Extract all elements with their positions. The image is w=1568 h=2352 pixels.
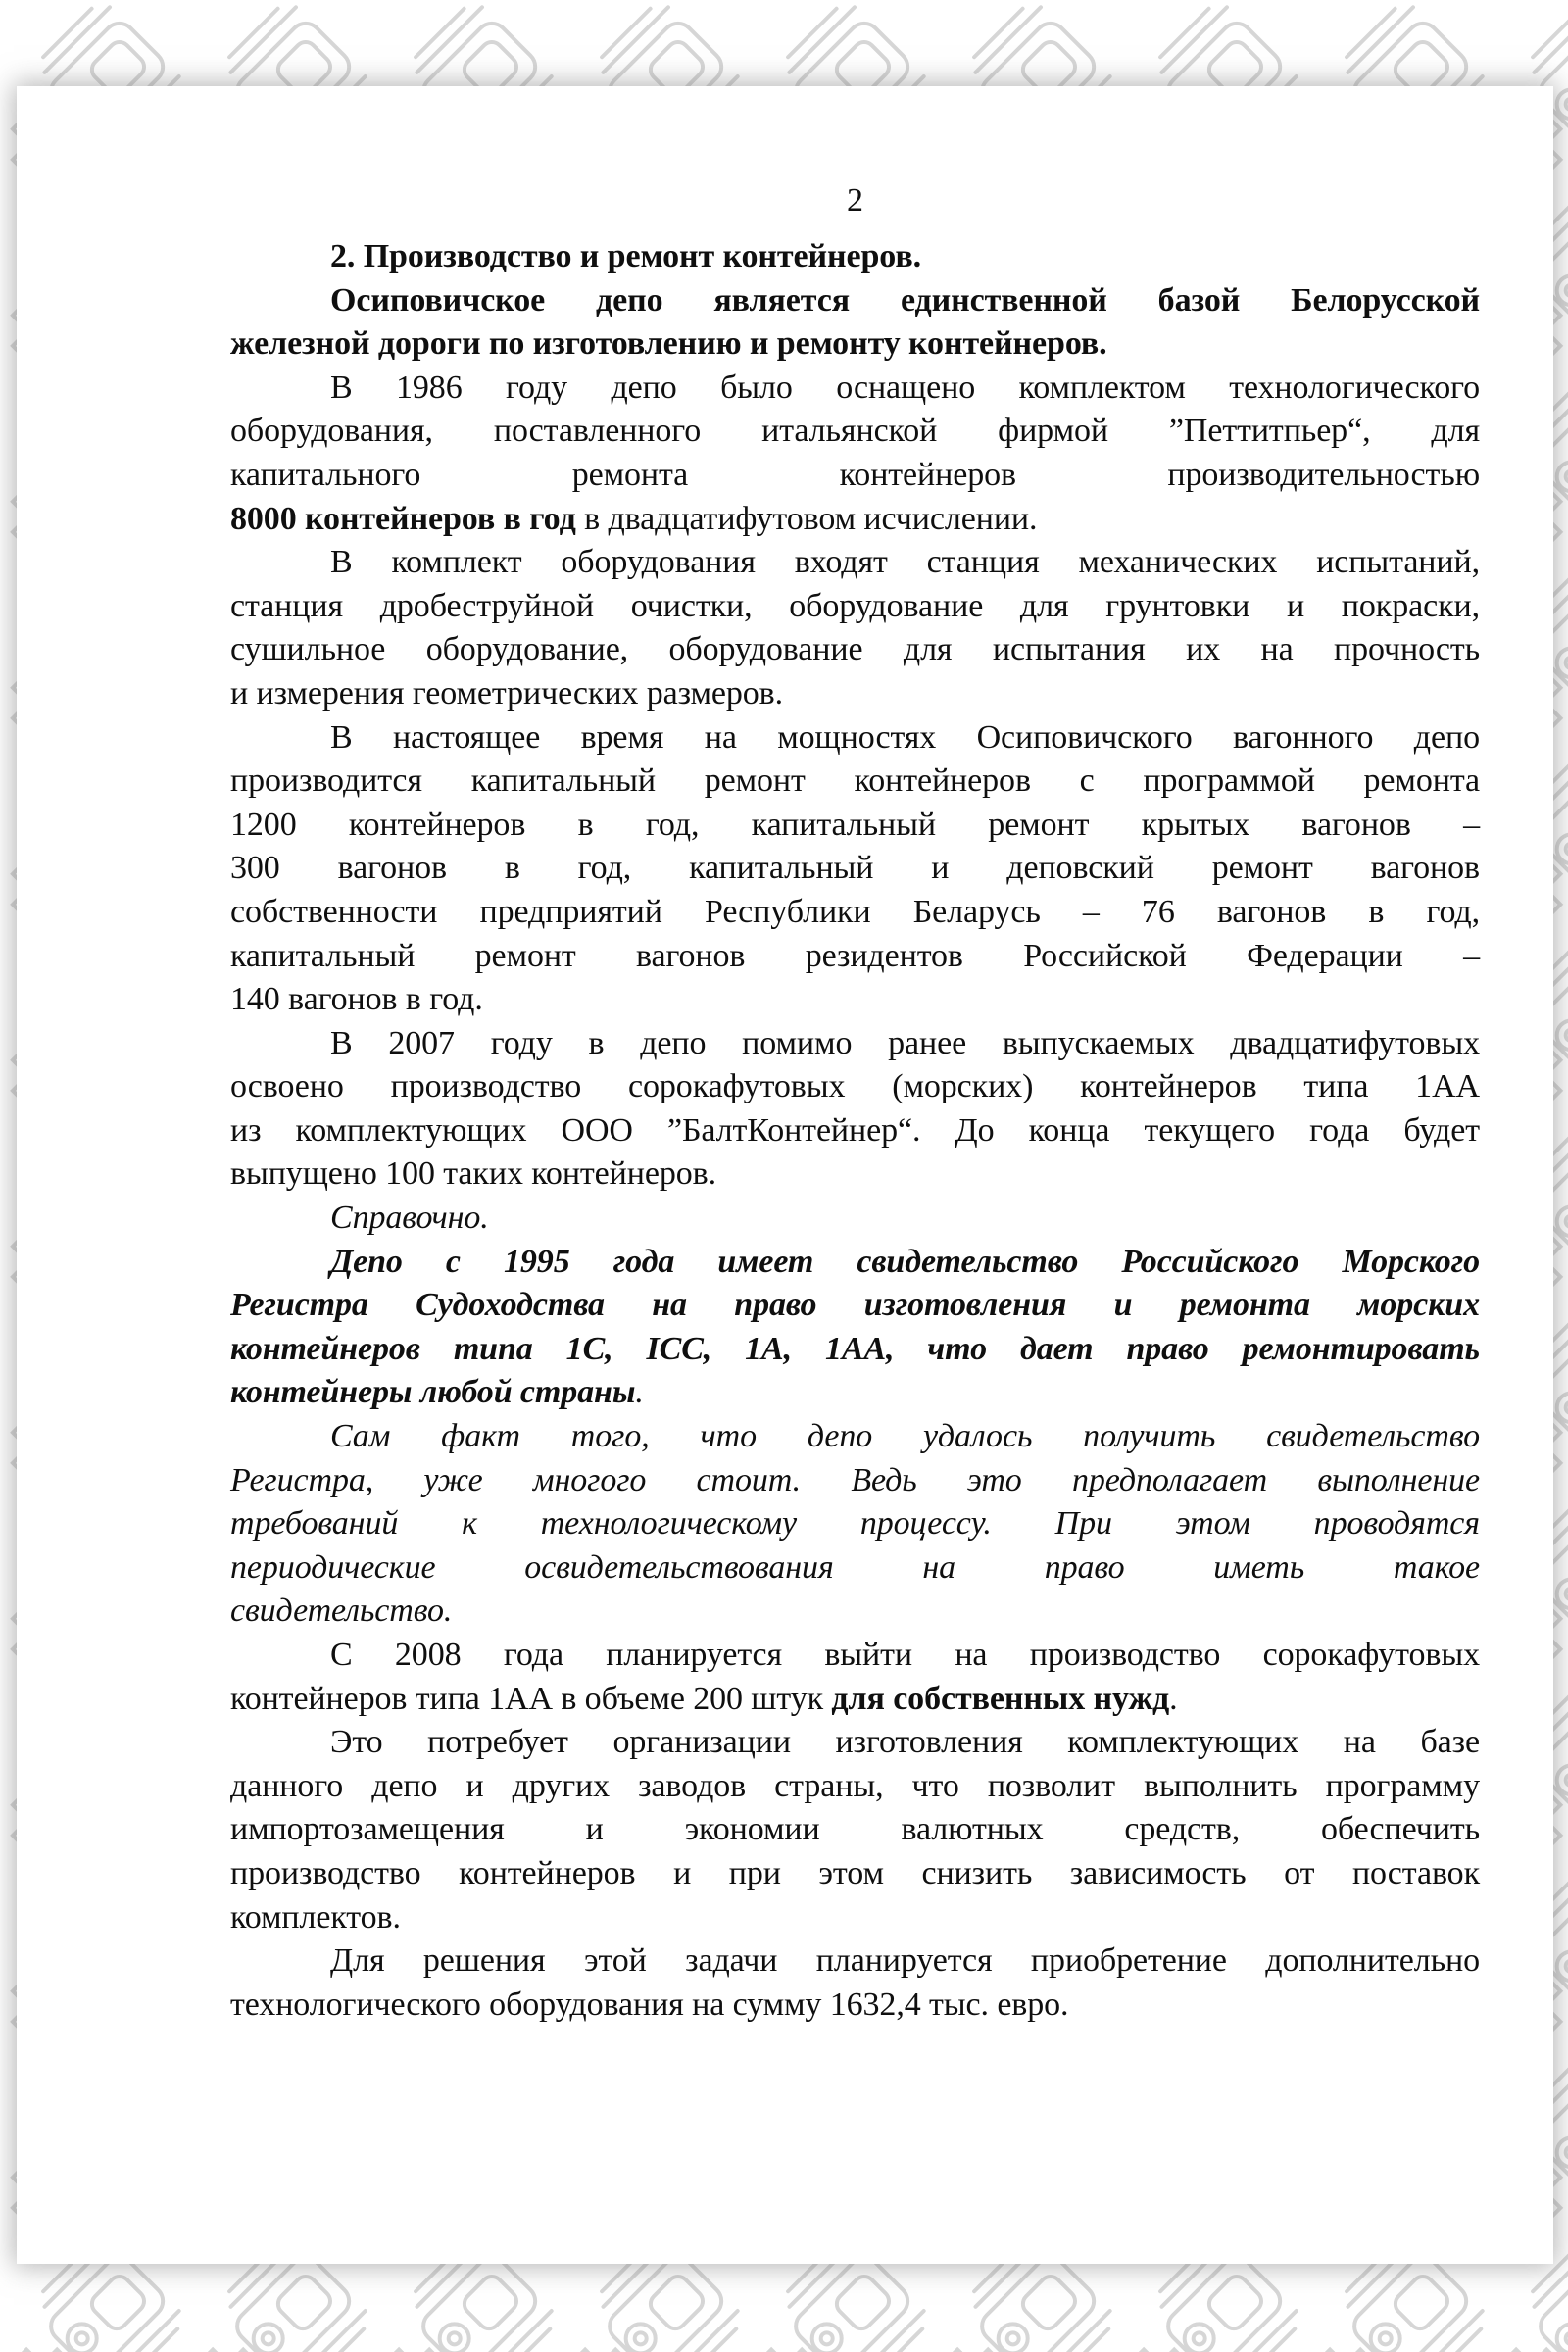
text-run: оборудования, поставленного итальянской фирмой ”Петтитпьер“, для	[230, 413, 1480, 450]
text-run: импортозамещения и экономии валютных средств, обеспечить	[230, 1811, 1480, 1848]
text-line	[230, 1022, 1480, 1066]
text-line	[230, 1634, 1480, 1678]
text-line	[230, 1896, 1480, 1940]
text-line	[230, 1109, 1480, 1153]
text-line	[230, 322, 1480, 367]
text-run: выпущено 100 таких контейнеров.	[230, 1155, 717, 1193]
text-line	[230, 1852, 1480, 1896]
text-run: 2. Производство и ремонт контейнеров.	[330, 238, 921, 274]
text-run: собственности предприятий Республики Беларусь – 76 вагонов в год,	[230, 893, 1480, 930]
text-run: Это потребует организации изготовления комплектующих на базе	[330, 1724, 1480, 1761]
text-run: В 2007 году в депо помимо ранее выпускаемых двадцатифутовых	[330, 1024, 1480, 1061]
text-line	[230, 279, 1480, 323]
text-line	[230, 1721, 1480, 1765]
text-run: В настоящее время на мощностях Осиповичского вагонного депо	[330, 718, 1480, 756]
text-line	[230, 1678, 1480, 1722]
text-line	[230, 1546, 1480, 1591]
text-run: контейнеров типа 1С, IСС, 1А, 1АА, что дает право ремонтировать	[230, 1330, 1480, 1367]
text-line	[230, 1502, 1480, 1546]
text-line	[230, 585, 1480, 629]
text-run: 300 вагонов в год, капитальный и деповский ремонт вагонов	[230, 850, 1480, 887]
text-run: 140 вагонов в год.	[230, 981, 483, 1018]
text-run: в двадцатифутовом исчислении.	[575, 500, 1038, 537]
text-line	[230, 454, 1480, 498]
text-run: В комплект оборудования входят станция механических испытаний,	[330, 544, 1480, 581]
text-run: для собственных нужд	[831, 1680, 1170, 1717]
text-line	[230, 410, 1480, 454]
text-line	[230, 498, 1480, 542]
text-run: Осиповичское депо является единственной базой Белорусской	[330, 281, 1480, 318]
text-line	[230, 1197, 1480, 1241]
text-run: .	[1169, 1680, 1178, 1717]
text-line	[230, 1371, 1480, 1415]
text-line	[230, 235, 1480, 279]
document-page	[17, 86, 1553, 2264]
text-run: требований к технологическому процессу. При этом проводятся	[230, 1505, 1480, 1543]
text-run: Депо с 1995 года имеет свидетельство Российского Морского	[330, 1243, 1480, 1280]
text-line	[230, 672, 1480, 716]
text-line	[230, 367, 1480, 411]
text-line	[230, 1459, 1480, 1503]
text-run: 1200 контейнеров в год, капитальный ремонт крытых вагонов –	[230, 806, 1480, 843]
text-line	[230, 1808, 1480, 1852]
text-run: из комплектующих ООО ”БалтКонтейнер“. До конца текущего года будет	[230, 1111, 1480, 1149]
text-run: С 2008 года планируется выйти на производство сорокафутовых	[330, 1637, 1480, 1673]
text-run: свидетельство.	[230, 1592, 453, 1630]
text-run: контейнеров типа 1АА в объеме 200 штук	[230, 1680, 832, 1717]
text-line	[230, 804, 1480, 848]
text-line	[230, 1590, 1480, 1634]
text-line	[230, 760, 1480, 804]
text-run: освоено производство сорокафутовых (морских) контейнеров типа 1АА	[230, 1068, 1480, 1105]
text-line	[230, 1284, 1480, 1328]
text-line	[230, 1328, 1480, 1372]
page-number: 2	[847, 182, 863, 219]
text-run: Сам факт того, что депо удалось получить свидетельство	[330, 1418, 1480, 1455]
text-line	[230, 1765, 1480, 1809]
text-run: Справочно.	[330, 1200, 489, 1237]
text-line	[230, 1065, 1480, 1109]
text-line	[230, 891, 1480, 935]
text-run: 8000 контейнеров в год	[230, 500, 576, 537]
text-run: и измерения геометрических размеров.	[230, 674, 784, 711]
text-line	[230, 1152, 1480, 1197]
text-line	[230, 1241, 1480, 1285]
text-line	[230, 978, 1480, 1022]
text-line	[230, 628, 1480, 672]
document-body	[230, 235, 1480, 2027]
text-run: производство контейнеров и при этом снизить зависимость от поставок	[230, 1854, 1480, 1891]
text-run: Регистра, уже многого стоит. Ведь это предполагает выполнение	[230, 1461, 1480, 1498]
text-run: .	[635, 1374, 644, 1411]
text-run: железной дороги по изготовлению и ремонту контейнеров.	[230, 325, 1107, 363]
text-line	[230, 1939, 1480, 1984]
text-run: Регистра Судоходства на право изготовления и ремонта морских	[230, 1287, 1480, 1324]
text-run: данного депо и других заводов страны, что позволит выполнить программу	[230, 1767, 1480, 1804]
text-run: технологического оборудования на сумму 1632,4 тыс. евро.	[230, 1985, 1069, 2023]
text-run: станция дробеструйной очистки, оборудование для грунтовки и покраски,	[230, 587, 1480, 624]
text-line	[230, 541, 1480, 585]
text-line	[230, 1415, 1480, 1459]
text-run: сушильное оборудование, оборудование для испытания их на прочность	[230, 631, 1480, 668]
text-run: периодические освидетельствования на право иметь такое	[230, 1548, 1480, 1586]
text-line	[230, 935, 1480, 979]
text-run: капитального ремонта контейнеров производительностью	[230, 456, 1480, 493]
text-run: комплектов.	[230, 1898, 401, 1936]
text-run: производится капитальный ремонт контейнеров с программой ремонта	[230, 762, 1480, 800]
text-run: капитальный ремонт вагонов резидентов Российской Федерации –	[230, 937, 1480, 974]
text-run: Для решения этой задачи планируется приобретение дополнительно	[330, 1942, 1480, 1980]
text-run: В 1986 году депо было оснащено комплектом технологического	[330, 368, 1480, 406]
text-run: контейнеры любой страны	[230, 1374, 636, 1411]
text-line	[230, 1984, 1480, 2028]
text-line	[230, 847, 1480, 891]
text-line	[230, 716, 1480, 760]
